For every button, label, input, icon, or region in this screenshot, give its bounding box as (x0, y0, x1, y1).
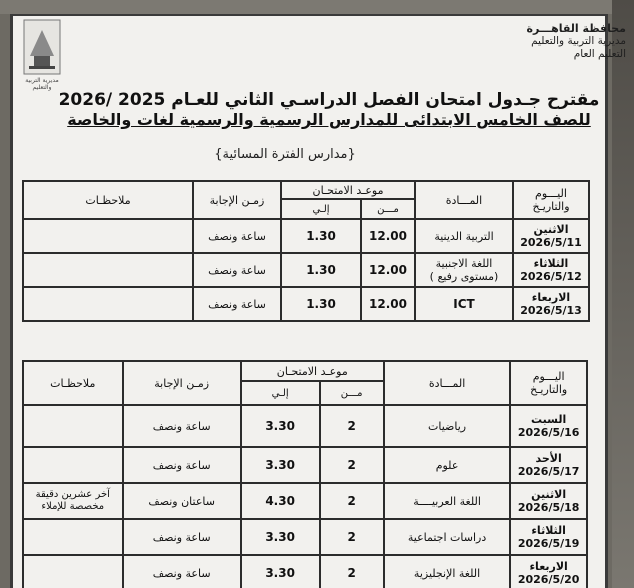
from-cell: 12.00 (361, 253, 415, 287)
department-label: التعليم العام (573, 48, 626, 60)
header-duration: زمـن الإجابة (123, 361, 241, 405)
notes-cell: آخر عشرين دقيقة مخصصة للإملاء (23, 483, 123, 519)
duration-cell: ساعة ونصف (123, 519, 241, 555)
table-row (23, 405, 587, 447)
schedule-table-2 (22, 360, 588, 588)
table-row (23, 253, 589, 287)
notes-cell (23, 253, 193, 287)
subject-cell: التربية الدينية (415, 219, 513, 253)
duration-cell: ساعة ونصف (193, 253, 281, 287)
duration-cell: ساعة ونصف (123, 447, 241, 483)
duration-cell: ساعة ونصف (123, 555, 241, 588)
header-day-date: اليـــوم والتاريـخ (513, 181, 589, 219)
notes-cell (23, 287, 193, 321)
subject-cell: دراسات اجتماعية (384, 519, 510, 555)
to-cell: 3.30 (241, 555, 320, 588)
directorate-label: مديرية التربية والتعليم (531, 35, 626, 47)
header-subject: المـــادة (415, 181, 513, 219)
header-notes: ملاحظـات (23, 181, 193, 219)
to-cell: 1.30 (281, 253, 361, 287)
subject-cell: اللغة الاجنبية (مستوى رفيع ) (415, 253, 513, 287)
duration-cell: ساعة ونصف (193, 219, 281, 253)
from-cell: 2 (320, 405, 384, 447)
header-subject: المـــادة (384, 361, 510, 405)
logo-caption: مديرية التربية والتعليم (25, 77, 59, 91)
to-cell: 3.30 (241, 447, 320, 483)
subject-cell: علوم (384, 447, 510, 483)
subject-cell: اللغة الإنجليزية (384, 555, 510, 588)
day-date-cell: الاثنين 2026/5/18 (510, 483, 587, 519)
table-row (23, 447, 587, 483)
table-row (23, 555, 587, 588)
notes-cell (23, 519, 123, 555)
table-row (23, 483, 587, 519)
header-day-date: اليـــوم والتاريـخ (510, 361, 587, 405)
header-from: مـــن (320, 381, 384, 405)
day-date-cell: الثلاثاء 2026/5/12 (513, 253, 589, 287)
table-row (23, 287, 589, 321)
notes-cell (23, 405, 123, 447)
table-row (23, 519, 587, 555)
ministry-logo (18, 18, 66, 96)
subject-cell: اللغة العربيــــة (384, 483, 510, 519)
subject-cell: ICT (415, 287, 513, 321)
from-cell: 2 (320, 519, 384, 555)
document-title: مقترح جـدول امتحان الفصل الدراسـي الثاني للعـام 2025 /2026 (58, 90, 600, 110)
from-cell: 2 (320, 555, 384, 588)
day-date-cell: الاثنين 2026/5/11 (513, 219, 589, 253)
day-date-cell: السبت 2026/5/16 (510, 405, 587, 447)
to-cell: 3.30 (241, 405, 320, 447)
to-cell: 1.30 (281, 287, 361, 321)
ministry-emblem-icon (22, 18, 62, 76)
governorate-label: محافظة القاهـــرة (526, 22, 626, 35)
subject-cell: رياضيات (384, 405, 510, 447)
from-cell: 2 (320, 483, 384, 519)
notes-cell (23, 447, 123, 483)
duration-cell: ساعة ونصف (123, 405, 241, 447)
header-duration: زمـن الإجابة (193, 181, 281, 219)
duration-cell: ساعة ونصف (193, 287, 281, 321)
header-from: مـــن (361, 199, 415, 219)
header-exam-time: موعـد الامتحـان (241, 361, 384, 381)
from-cell: 2 (320, 447, 384, 483)
table-row (23, 219, 589, 253)
to-cell: 4.30 (241, 483, 320, 519)
notes-cell (23, 555, 123, 588)
header-to: إلـي (281, 199, 361, 219)
duration-cell: ساعتان ونصف (123, 483, 241, 519)
day-date-cell: الثلاثاء 2026/5/19 (510, 519, 587, 555)
document-subtitle: للصف الخامس الابتدائى للمدارس الرسمية والرسمية لغات والخاصة (67, 110, 591, 129)
notes-cell (23, 219, 193, 253)
day-date-cell: الاربعاء 2026/5/20 (510, 555, 587, 588)
from-cell: 12.00 (361, 219, 415, 253)
to-cell: 3.30 (241, 519, 320, 555)
organization-header (527, 22, 626, 61)
period-label: {مدارس الفترة المسائية} (214, 147, 356, 162)
header-notes: ملاحظـات (23, 361, 123, 405)
background-top (0, 0, 634, 14)
header-exam-time: موعـد الامتحـان (281, 181, 415, 199)
from-cell: 12.00 (361, 287, 415, 321)
schedule-table-1 (22, 180, 590, 322)
background-right (612, 0, 634, 588)
day-date-cell: الأحد 2026/5/17 (510, 447, 587, 483)
header-to: إلـي (241, 381, 320, 405)
day-date-cell: الاربعاء 2026/5/13 (513, 287, 589, 321)
to-cell: 1.30 (281, 219, 361, 253)
